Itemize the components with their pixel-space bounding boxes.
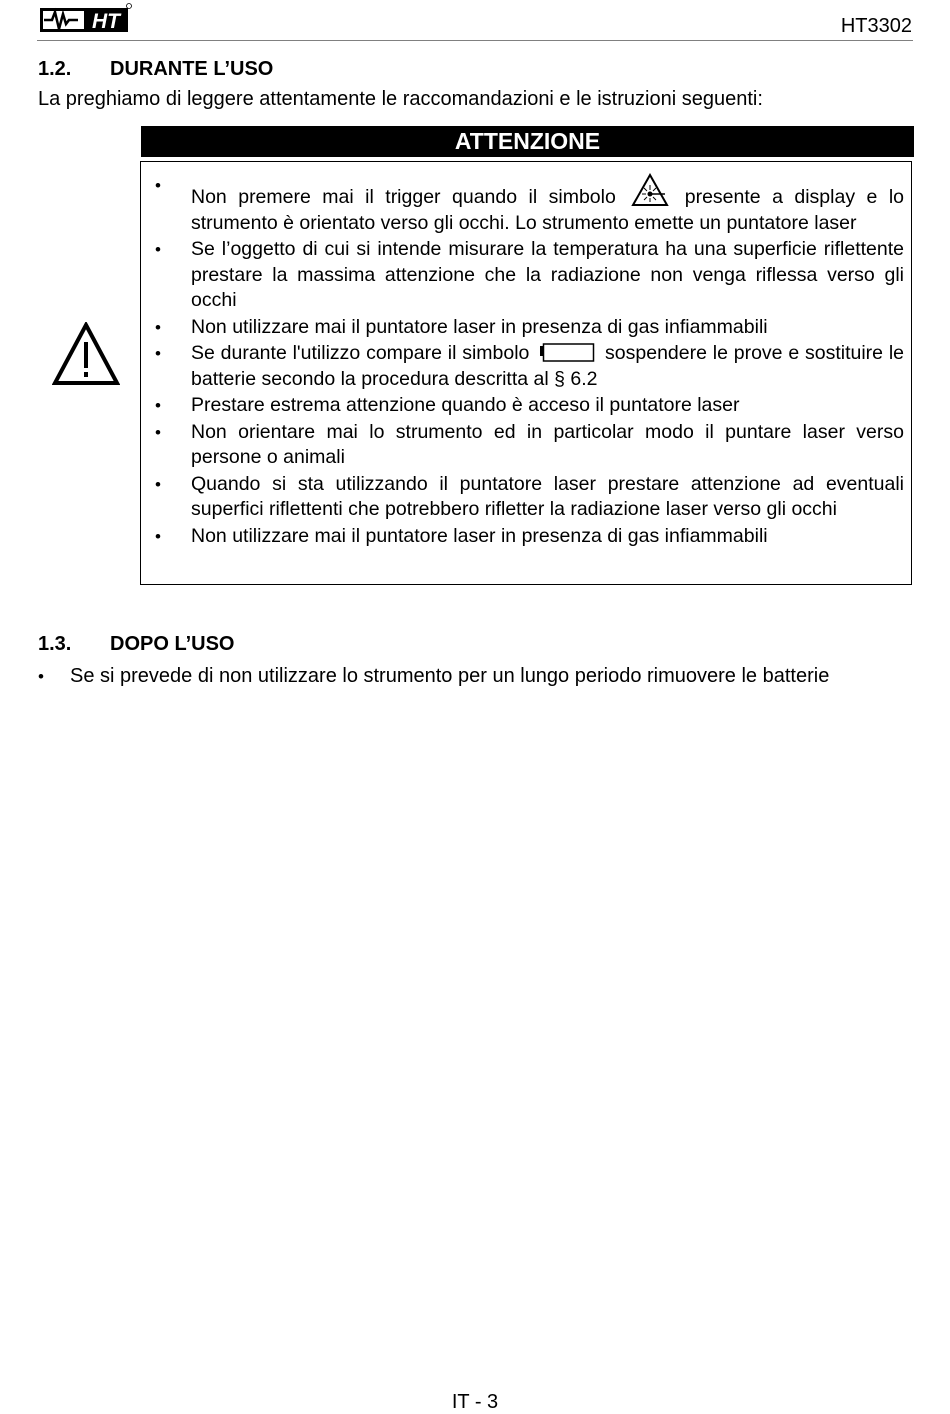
warning-item-text: sospendere le prove e sostituire le batterie secondo la procedura descritta al § 6.2 xyxy=(191,342,904,390)
section-title-after xyxy=(38,633,234,656)
warning-triangle-icon xyxy=(52,322,120,386)
laser-symbol-icon xyxy=(631,173,669,207)
warning-item xyxy=(191,341,904,392)
ht-logo-icon xyxy=(40,2,132,36)
warning-item: • Non utilizzare mai il puntatore laser in presenza di gas infiammabili xyxy=(191,524,904,550)
page-number: IT - 3 xyxy=(451,1391,499,1413)
warning-item: • Non utilizzare mai il puntatore laser in presenza di gas infiammabili xyxy=(191,315,904,341)
section-title-during xyxy=(38,58,273,81)
warning-item: • Non orientare mai lo strumento ed in particolar modo il puntare laser verso persone o animali xyxy=(191,420,904,471)
warning-list xyxy=(141,162,911,549)
logo-text: HT xyxy=(92,10,120,33)
after-use-list xyxy=(38,664,829,689)
warning-item: • Prestare estrema attenzione quando è acceso il puntatore laser xyxy=(191,393,904,419)
intro-text: La preghiamo di leggere attentamente le raccomandazioni e le istruzioni seguenti: xyxy=(38,88,763,110)
warning-item: • Se l’oggetto di cui si intende misurare la temperatura ha una superficie riflettente prestare la massima attenzione che la radiazione non venga riflessa verso gli occhi xyxy=(191,237,904,314)
list-item: • Se si prevede di non utilizzare lo strumento per un lungo periodo rimuovere le batterie xyxy=(38,664,829,689)
section-heading: DURANTE L’USO xyxy=(110,58,274,80)
warning-item: • Quando si sta utilizzando il puntatore laser prestare attenzione ad eventuali superfici riflettenti che potrebbero rifletter la radiazione laser verso gli occhi xyxy=(191,472,904,523)
section-heading: DOPO L’USO xyxy=(110,633,235,655)
attention-heading: ATTENZIONE xyxy=(141,126,914,157)
header-divider xyxy=(37,40,913,41)
section-number: 1.3. xyxy=(38,633,72,655)
warning-item-text: Se durante l'utilizzo compare il simbolo xyxy=(191,342,530,364)
warning-item-text: Non premere mai il trigger quando il simbolo xyxy=(191,186,616,208)
warning-item xyxy=(191,173,904,236)
low-battery-icon xyxy=(539,343,595,363)
section-number: 1.2. xyxy=(38,58,72,80)
attention-box xyxy=(140,161,912,585)
warning-item-text: presente a display e lo strumento è orientato verso gli occhi. Lo strumento emette un puntatore laser xyxy=(191,186,904,234)
model-name: HT3302 xyxy=(840,15,912,37)
